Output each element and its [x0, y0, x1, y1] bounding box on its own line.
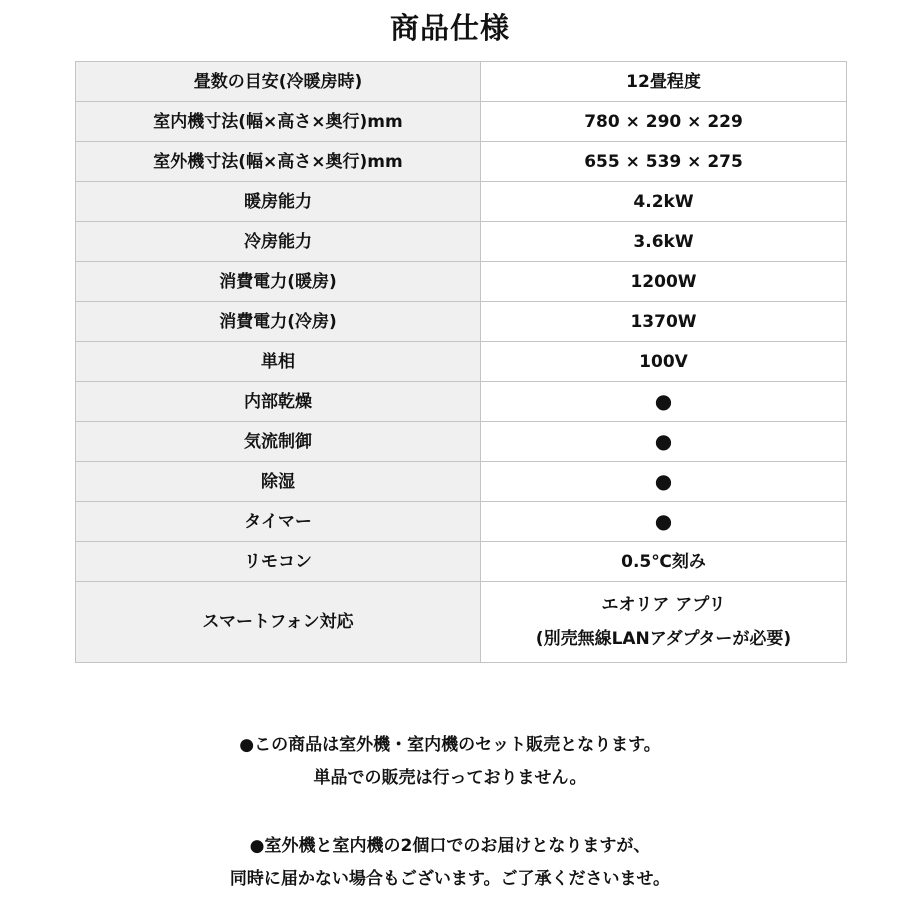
spec-row: [76, 422, 847, 462]
spec-label: タイマー: [76, 502, 481, 542]
spec-label: 室外機寸法(幅×高さ×奥行)mm: [76, 142, 481, 182]
supported-dot-icon: ●: [654, 428, 673, 453]
spec-label: リモコン: [76, 542, 481, 582]
spec-value: 4.2kW: [481, 182, 847, 222]
spec-label: スマートフォン対応: [76, 582, 481, 663]
spec-value: 0.5℃刻み: [481, 542, 847, 582]
spec-value: 1200W: [481, 262, 847, 302]
spec-value: 780 × 290 × 229: [481, 102, 847, 142]
page-title: 商品仕様: [389, 11, 510, 45]
supported-dot-icon: ●: [654, 388, 673, 413]
spec-value: 100V: [481, 342, 847, 382]
spec-value: 1370W: [481, 302, 847, 342]
notice-block: [0, 729, 900, 795]
spec-label: 室内機寸法(幅×高さ×奥行)mm: [76, 102, 481, 142]
spec-row: [76, 342, 847, 382]
spec-table: [75, 61, 847, 663]
spec-label: 気流制御: [76, 422, 481, 462]
notice-line: 単品での販売は行っておりません。: [313, 768, 587, 788]
spec-value: 655 × 539 × 275: [481, 142, 847, 182]
spec-row: [76, 582, 847, 663]
spec-label: 冷房能力: [76, 222, 481, 262]
notice-line: 同時に届かない場合もございます。ご了承くださいませ。: [229, 869, 671, 889]
spec-value-cell: [481, 582, 847, 663]
spec-value-cell: [481, 502, 847, 542]
supported-dot-icon: ●: [654, 508, 673, 533]
spec-row: [76, 102, 847, 142]
spec-row: [76, 262, 847, 302]
spec-value-cell: [481, 422, 847, 462]
spec-value: 3.6kW: [481, 222, 847, 262]
spec-label: 除湿: [76, 462, 481, 502]
spec-label: 暖房能力: [76, 182, 481, 222]
spec-row: [76, 182, 847, 222]
notice-line: ●室外機と室内機の2個口でのお届けとなりますが、: [249, 836, 651, 856]
spec-value: 12畳程度: [481, 62, 847, 102]
spec-label: 畳数の目安(冷暖房時): [76, 62, 481, 102]
spec-row: [76, 382, 847, 422]
spec-value-cell: [481, 462, 847, 502]
spec-label: 単相: [76, 342, 481, 382]
spec-row: [76, 222, 847, 262]
spec-value-line: (別売無線LANアダプターが必要): [535, 629, 792, 649]
spec-row: [76, 542, 847, 582]
spec-row: [76, 142, 847, 182]
spec-row: [76, 302, 847, 342]
spec-label: 消費電力(冷房): [76, 302, 481, 342]
notice-line: ●この商品は室外機・室内機のセット販売となります。: [239, 735, 661, 755]
spec-value-cell: [481, 382, 847, 422]
notice-block: [0, 830, 900, 896]
spec-row: [76, 462, 847, 502]
spec-value-line: エオリア アプリ: [601, 595, 726, 615]
spec-label: 消費電力(暖房): [76, 262, 481, 302]
spec-row: [76, 502, 847, 542]
spec-row: [76, 62, 847, 102]
supported-dot-icon: ●: [654, 468, 673, 493]
spec-label: 内部乾燥: [76, 382, 481, 422]
